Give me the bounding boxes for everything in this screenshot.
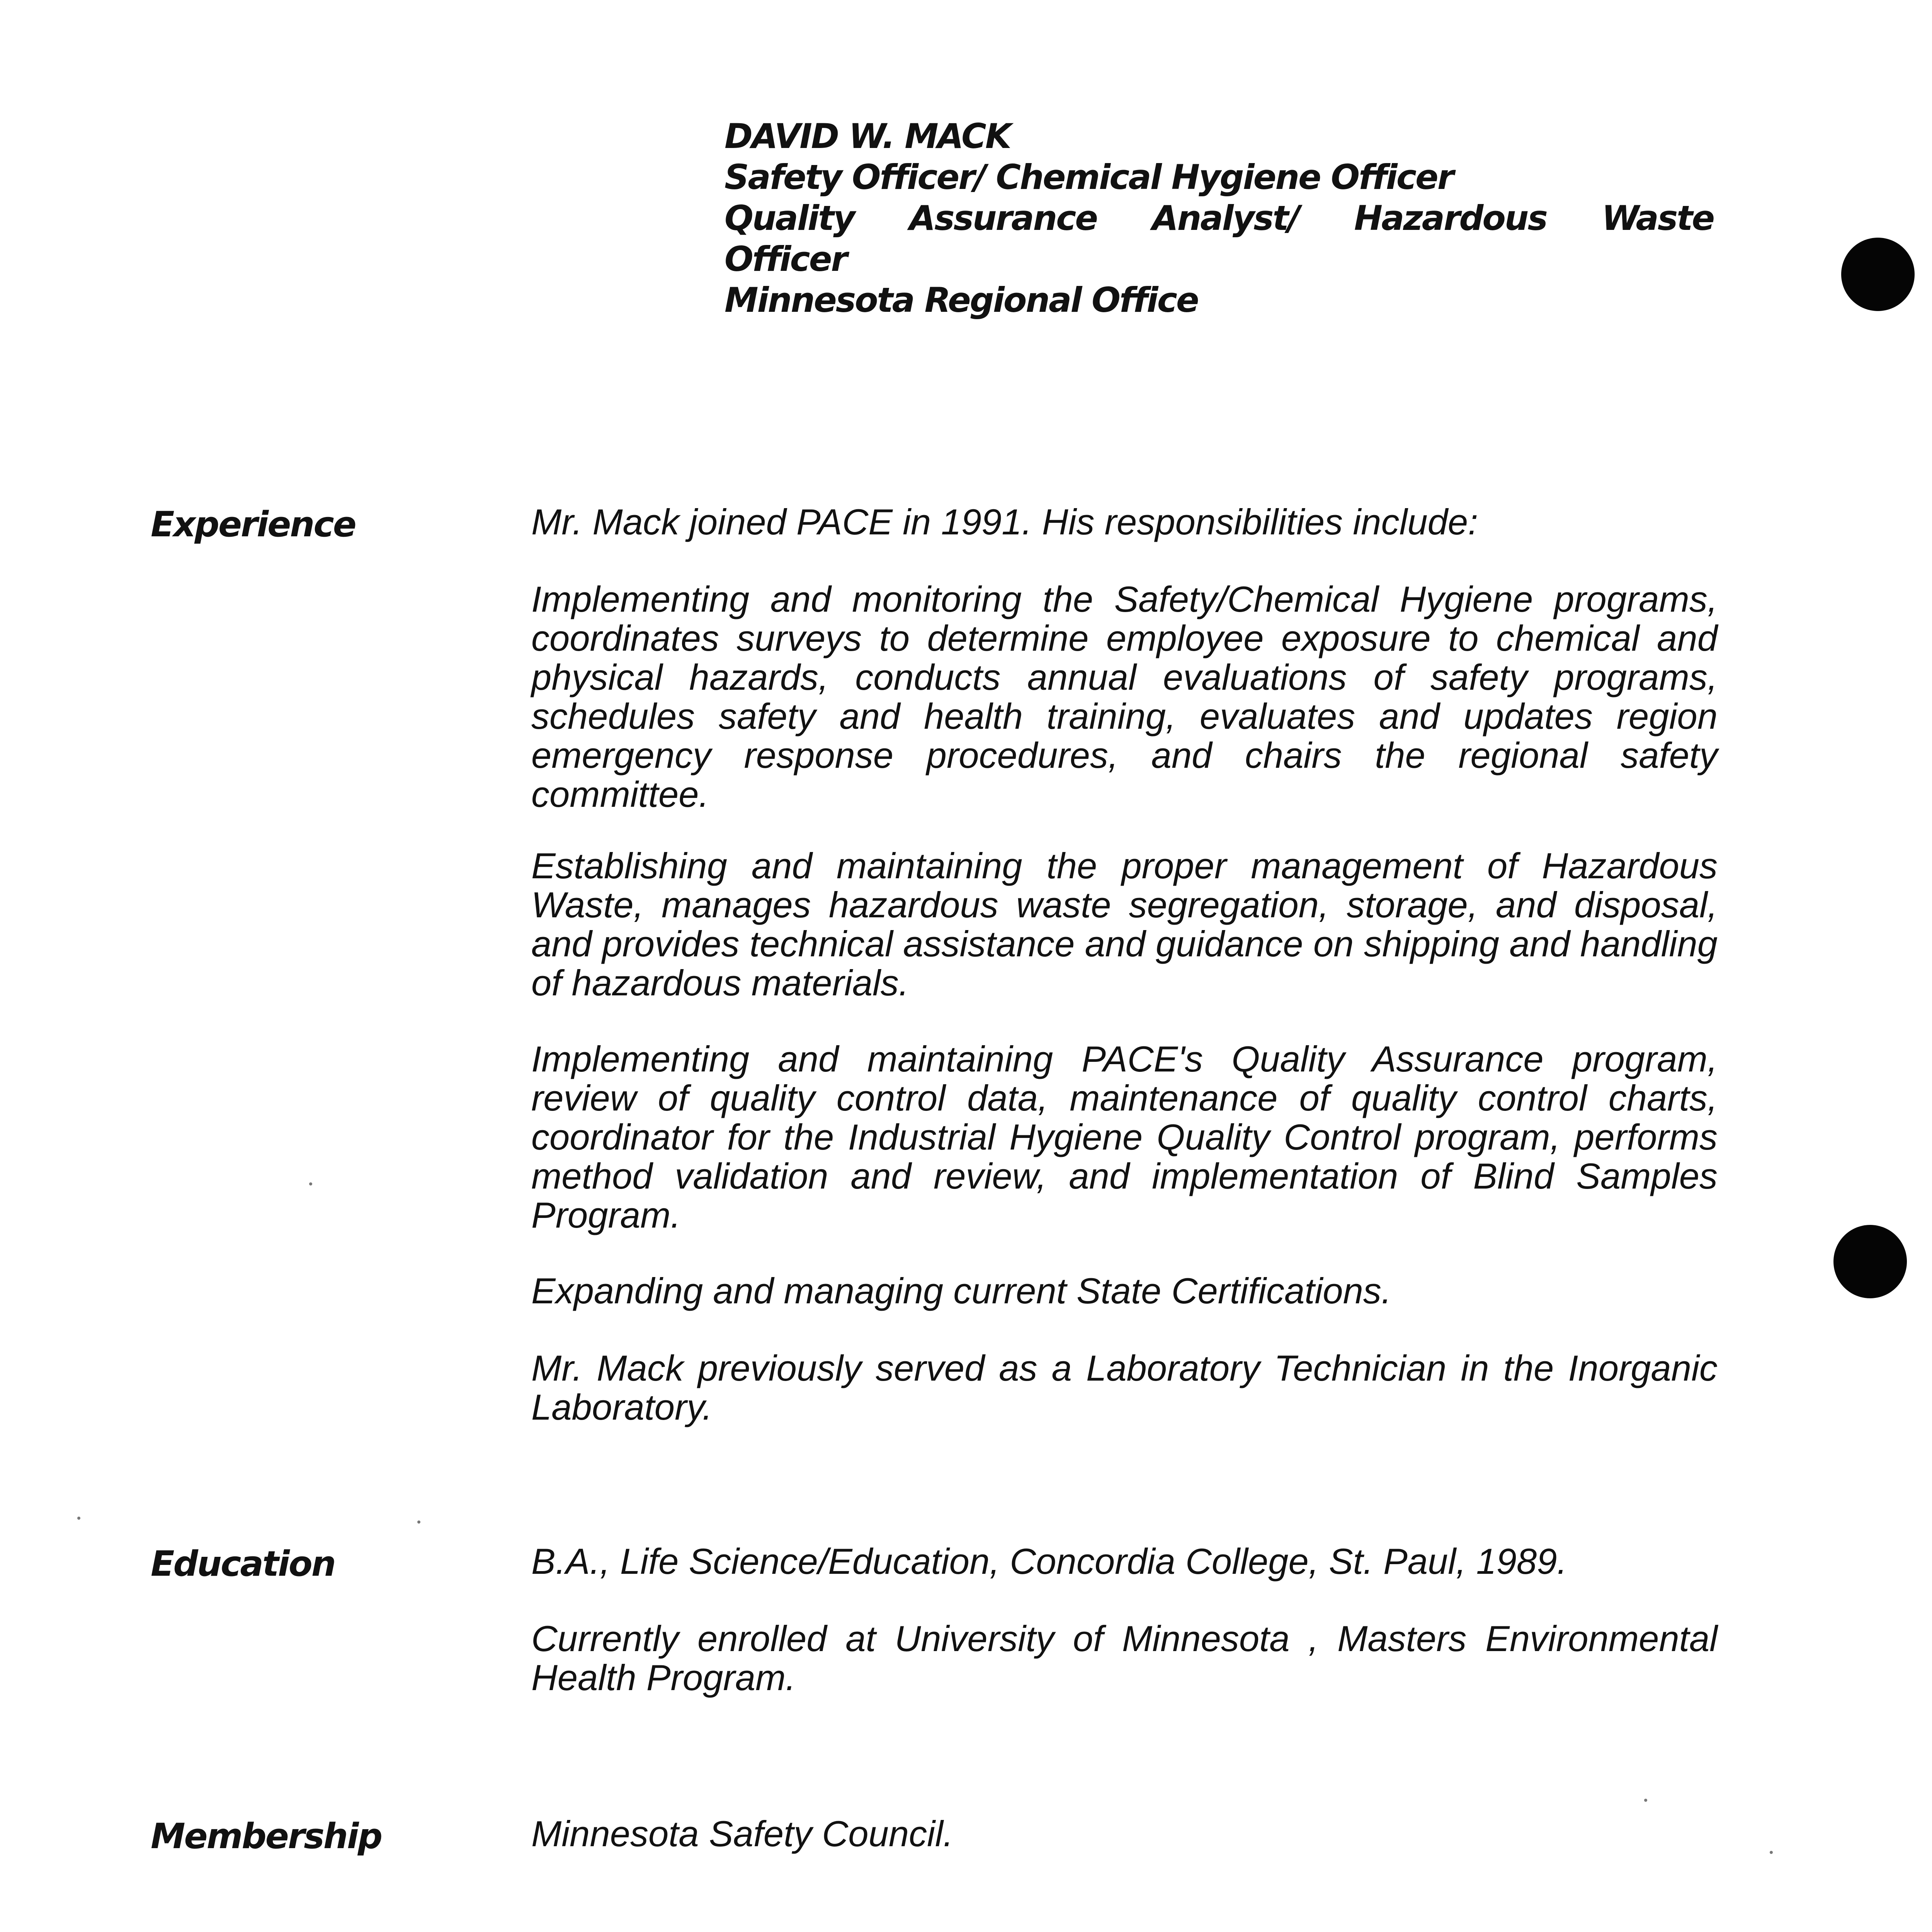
- experience-label: Experience: [151, 504, 355, 545]
- punch-hole-top: [1841, 238, 1915, 311]
- experience-paragraph-5: Mr. Mack previously served as a Laboratory Technician in the Inorganic Laboratory.: [531, 1348, 1718, 1427]
- job-title-line-1: Safety Officer/ Chemical Hygiene Officer: [724, 157, 1453, 197]
- experience-paragraph-3: Implementing and maintaining PACE's Quality Assurance program, review of quality control data, maintenance of quality control charts, coordinator for the Industrial Hygiene Quality Control program, performs method validation and review, and implementation of Blind Samples Program.: [531, 1039, 1718, 1235]
- education-degree: B.A., Life Science/Education, Concordia College, St. Paul, 1989.: [531, 1541, 1567, 1582]
- membership-label: Membership: [151, 1816, 382, 1857]
- experience-paragraph-1: Implementing and monitoring the Safety/Chemical Hygiene programs, coordinates surveys to determine employee exposure to chemical and physical hazards, conducts annual evaluations of safety programs, schedules safety and health training, evaluates and updates region emergency response procedures, and chairs the regional safety committee.: [531, 579, 1718, 815]
- membership-value: Minnesota Safety Council.: [531, 1813, 954, 1854]
- job-title-line-2: Quality Assurance Analyst/ Hazardous Waste: [724, 198, 1714, 238]
- resume-header: [724, 116, 1714, 321]
- scan-speck: [309, 1182, 312, 1185]
- person-name: DAVID W. MACK: [724, 116, 1010, 156]
- experience-intro: Mr. Mack joined PACE in 1991. His responsibilities include:: [531, 502, 1478, 542]
- office-name: Minnesota Regional Office: [724, 280, 1198, 320]
- education-label: Education: [151, 1544, 335, 1584]
- job-title-line-3: Officer: [724, 239, 847, 279]
- scan-speck: [1644, 1799, 1647, 1802]
- experience-paragraph-2: Establishing and maintaining the proper management of Hazardous Waste, manages hazardous waste segregation, storage, and disposal, and provides technical assistance and guidance on shipping and handling of hazardous materials.: [531, 845, 1718, 1003]
- punch-hole-middle: [1833, 1225, 1907, 1298]
- scan-speck: [417, 1520, 420, 1524]
- scan-speck: [77, 1517, 80, 1520]
- experience-paragraph-4: Expanding and managing current State Certifications.: [531, 1270, 1391, 1311]
- scan-speck: [1770, 1851, 1773, 1854]
- education-current: Currently enrolled at University of Minnesota , Masters Environmental Health Program.: [531, 1618, 1718, 1698]
